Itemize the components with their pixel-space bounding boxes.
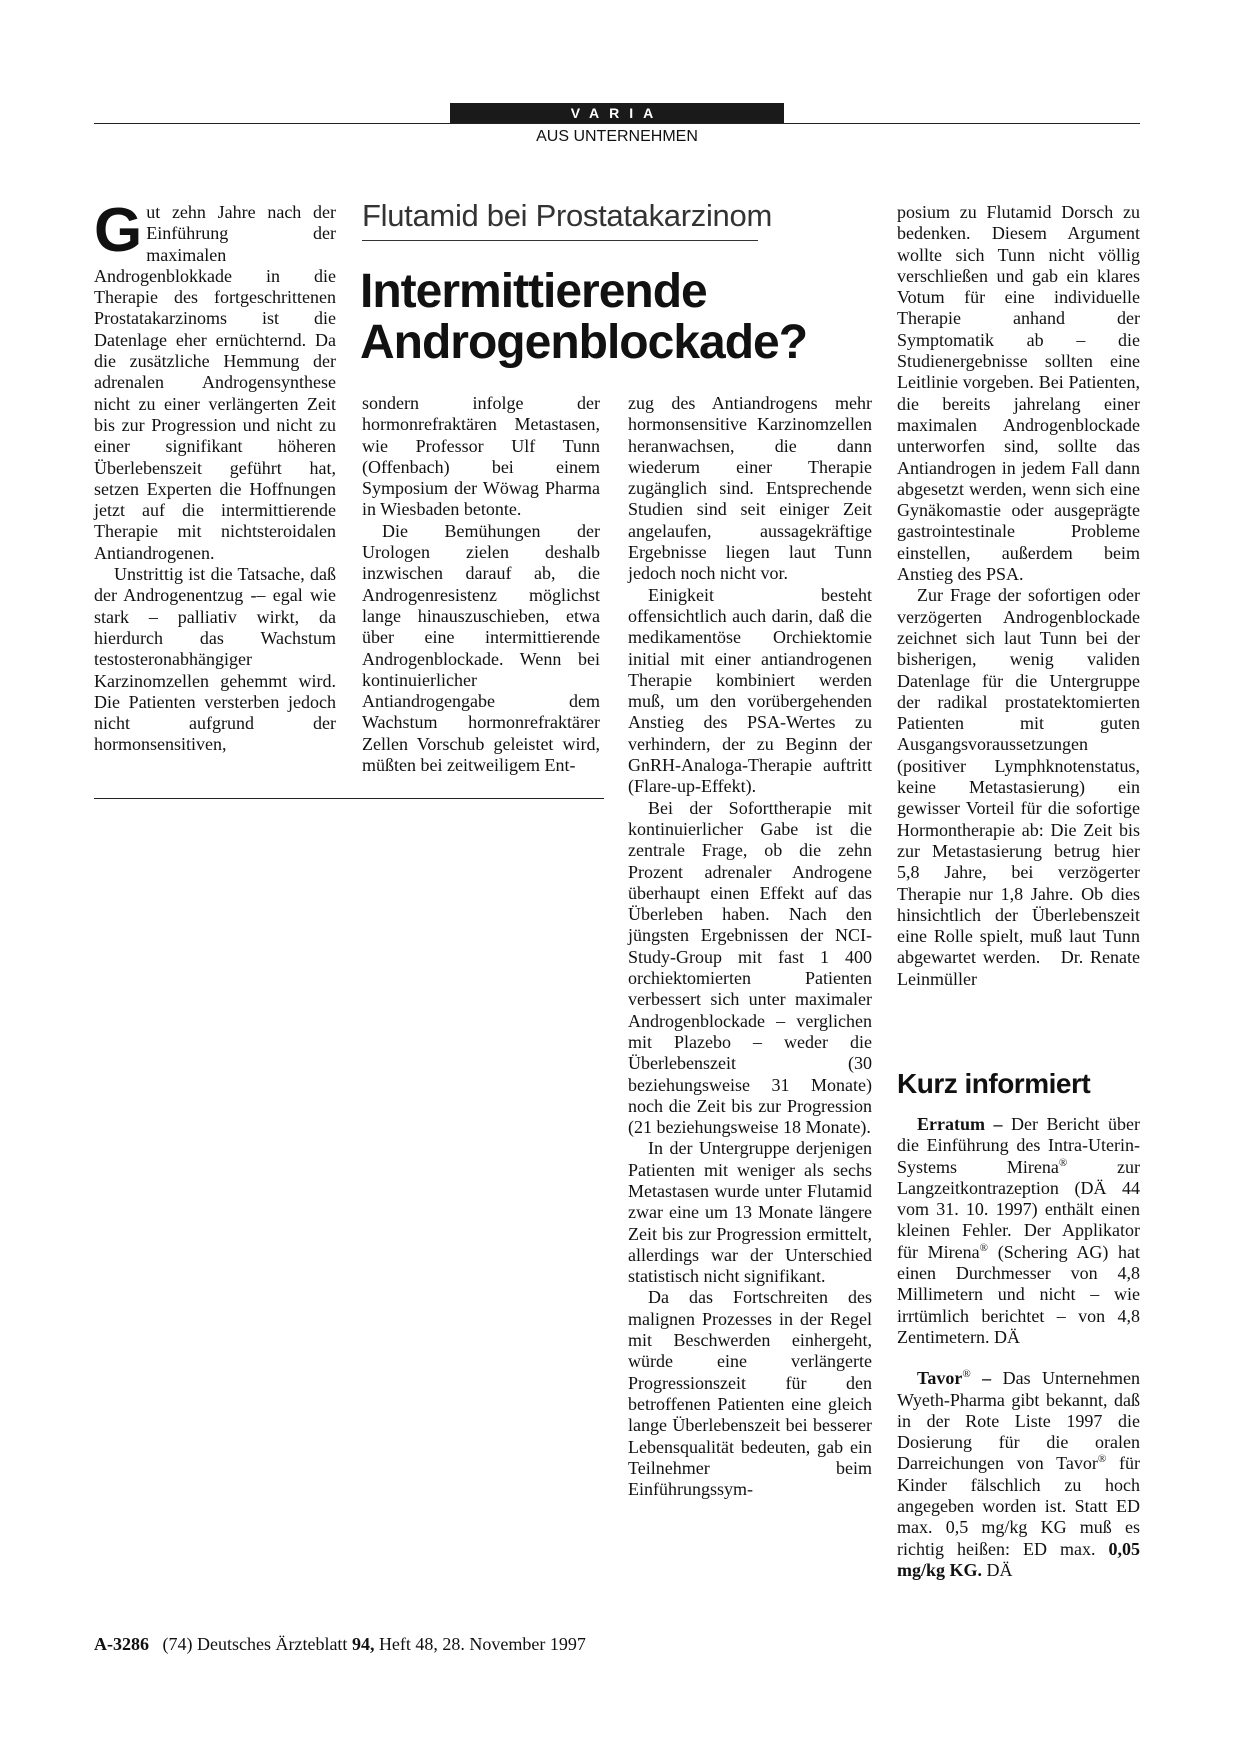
article-column-2 xyxy=(362,393,600,776)
kurz-informiert-heading: Kurz informiert xyxy=(897,1068,1091,1099)
paragraph: Bei der Soforttherapie mit kontinuierlicher Gabe ist die zentrale Frage, ob die zehn Prozent adrenaler Androgene überhaupt einen Effekt auf das Überleben haben. Nach den jüngsten Ergebnissen der NCI-Study-Group mit fast 1 400 orchiektomierten Patienten verbessert sich unter maximaler Androgenblockade – verglichen mit Plazebo – weder die Überlebenszeit (30 beziehungsweise 31 Monate) noch die Zeit bis zur Progression (21 beziehungsweise 18 Monate). xyxy=(628,797,872,1138)
paragraph xyxy=(897,585,1140,990)
issue-date: Heft 48, 28. November 1997 xyxy=(378,1634,586,1654)
page-number: A-3286 xyxy=(94,1634,149,1654)
section-bar: VARIA xyxy=(450,103,784,123)
tavor-dash: – xyxy=(982,1368,992,1389)
page-footer xyxy=(94,1634,586,1655)
paragraph: Da das Fortschreiten des malignen Prozesses in der Regel mit Beschwerden einhergeht, würde eine verlängerte Progressionszeit für den betroffenen Patienten eine gleich lange Überlebenszeit bei besserer Lebensqualität bedeuten, gab ein Teilnehmer beim Einführungssym- xyxy=(628,1287,872,1500)
erratum-sign: DÄ xyxy=(993,1326,1020,1347)
paragraph: Unstrittig ist die Tatsache, daß der Androgenentzug -– egal wie stark – palliativ wirkt, da hierdurch das Wachstum testosteronabhängiger Karzinomzellen gehemmt wird. Die Patienten versterben jedoch nicht aufgrund der hormonsensitiven, xyxy=(94,564,336,755)
article-column-3 xyxy=(628,393,872,1500)
journal-volume: 94, xyxy=(351,1634,375,1654)
paragraph-text: Zur Frage der sofortigen oder verzögerten Androgenblockade zeichnet sich laut Tunn bei der bisherigen, wenig validen Datenlage für die Untergruppe der radikal prostatektomierten Patienten mit guten Ausgangsvoraussetzungen (positiver Lymphknotenstatus, keine Metastasierung) ein gewisser Vorteil für die sofortige Hormontherapie ab: Die Zeit bis zur Metastasierung betrug hier 5,8 Jahre, bei verzögerter Therapie nur 1,8 Jahre. Ob dies hinsichtlich der Überlebenszeit eine Rolle spielt, muß laut Tunn abgewartet werden. xyxy=(897,585,1140,968)
headline-line-2: Androgenblockade? xyxy=(360,316,808,369)
paragraph: Die Bemühungen der Urologen zielen deshalb inzwischen darauf ab, die Androgenresistenz möglichst lange hinauszuschieben, etwa über eine intermittierende Androgenblockade. Wenn bei kontinuierlicher Antiandrogengabe dem Wachstum hormonrefraktärer Zellen Vorschub geleistet wird, müßten bei zeitweiligem Ent- xyxy=(362,520,600,776)
paragraph: zug des Antiandrogens mehr hormonsensitive Karzinomzellen heranwachsen, die dann wiederum einer Therapie zugänglich sind. Entsprechende Studien sind seit einiger Zeit angelaufen, aussagekräftige Ergebnisse liegen laut Tunn jedoch noch nicht vor. xyxy=(628,393,872,584)
erratum-text: zur Langzeitkontrazeption (DÄ 44 vom 31. 10. 1997) enthält einen kleinen Fehler. Der Applikator für Mirena xyxy=(897,1156,1140,1262)
erratum-lead: Erratum – xyxy=(917,1114,1003,1134)
registered-mark: ® xyxy=(1097,1453,1107,1466)
paragraph: Einigkeit besteht offensichtlich auch darin, daß die medikamentöse Orchiektomie initial mit einer antiandrogenen Therapie kombiniert werden muß, um den vorübergehenden Anstieg des PSA-Wertes zu verhindern, der zu Beginn der GnRH-Analoga-Therapie auftritt (Flare-up-Effekt). xyxy=(628,584,872,797)
tavor-item xyxy=(897,1368,1140,1581)
erratum-text: (Schering AG) hat einen Durchmesser von 4,8 Millimetern und nicht – wie irrtümlich berichtet – von 4,8 Zentimetern. xyxy=(897,1241,1141,1347)
journal-name: (74) Deutsches Ärzteblatt xyxy=(162,1634,348,1654)
paragraph-text: ut zehn Jahre nach der Einführung der maximalen Androgenblokkade in die Therapie des fortgeschrittenen Prostatakarzinoms ist die Datenlage eher ernüchternd. Da die zusätzliche Hemmung der adrenalen Androgensynthese nicht zu einer verlängerten Zeit bis zur Progression und nicht zu einer signifikant höheren Überlebenszeit geführt hat, setzen Experten die Hoffnungen jetzt auf die intermittierende Therapie mit nichtsteroidalen Antiandrogenen. xyxy=(94,202,336,563)
header-rule xyxy=(94,123,1140,124)
headline-line-1: Intermittierende xyxy=(360,265,707,318)
erratum-text: Der Bericht über die Einführung des Intra-Uterin-Systems Mirena xyxy=(897,1114,1140,1177)
kicker-rule xyxy=(362,240,758,241)
author-byline: Dr. Renate Leinmüller xyxy=(897,947,1140,989)
tavor-text: für Kinder fälschlich zu hoch angegeben worden ist. Statt ED max. 0,5 mg/kg KG muß es richtig heißen: ED max. xyxy=(897,1453,1140,1559)
registered-mark: ® xyxy=(962,1368,971,1381)
tavor-sign: DÄ xyxy=(986,1559,1013,1580)
registered-mark: ® xyxy=(1058,1156,1068,1169)
kurz-informiert-column xyxy=(897,1114,1140,1581)
paragraph: In der Untergruppe derjenigen Patienten mit weniger als sechs Metastasen wurde unter Flutamid zwar eine um 13 Monate längere Zeit bis zur Progression ermittelt, allerdings war der Unterschied statistisch nicht signifikant. xyxy=(628,1138,872,1287)
article-kicker: Flutamid bei Prostatakarzinom xyxy=(362,198,772,233)
paragraph xyxy=(94,196,336,564)
article-column-1 xyxy=(94,196,336,756)
article-headline xyxy=(360,266,880,368)
article-column-4 xyxy=(897,202,1140,990)
tavor-lead: Tavor xyxy=(917,1368,963,1389)
drop-cap: G xyxy=(94,196,143,265)
erratum-item xyxy=(897,1114,1140,1348)
section-subtitle: AUS UNTERNEHMEN xyxy=(536,128,698,145)
registered-mark: ® xyxy=(979,1241,989,1254)
column-divider-rule xyxy=(94,798,604,799)
paragraph: sondern infolge der hormonrefraktären Metastasen, wie Professor Ulf Tunn (Offenbach) bei einem Symposium der Wöwag Pharma in Wiesbaden betonte. xyxy=(362,393,600,520)
paragraph: posium zu Flutamid Dorsch zu bedenken. Diesem Argument wollte sich Tunn nicht völlig verschließen und gab ein klares Votum für eine individuelle Therapie anhand der Symptomatik ab – die Studienergebnisse sollten eine Leitlinie vorgeben. Bei Patienten, die bereits jahrelang einer maximalen Androgenblockade unterworfen sind, sollte das Antiandrogen in jedem Fall dann abgesetzt werden, wenn sich eine Gynäkomastie oder ausgeprägte gastrointestinale Probleme einstellen, außerdem beim Anstieg des PSA. xyxy=(897,202,1140,585)
tavor-text: Das Unternehmen Wyeth-Pharma gibt bekannt, daß in der Rote Liste 1997 die Dosierung für die oralen Darreichungen von Tavor xyxy=(897,1368,1141,1474)
tavor-correct-dose: 0,05 mg/kg KG. xyxy=(897,1538,1141,1580)
